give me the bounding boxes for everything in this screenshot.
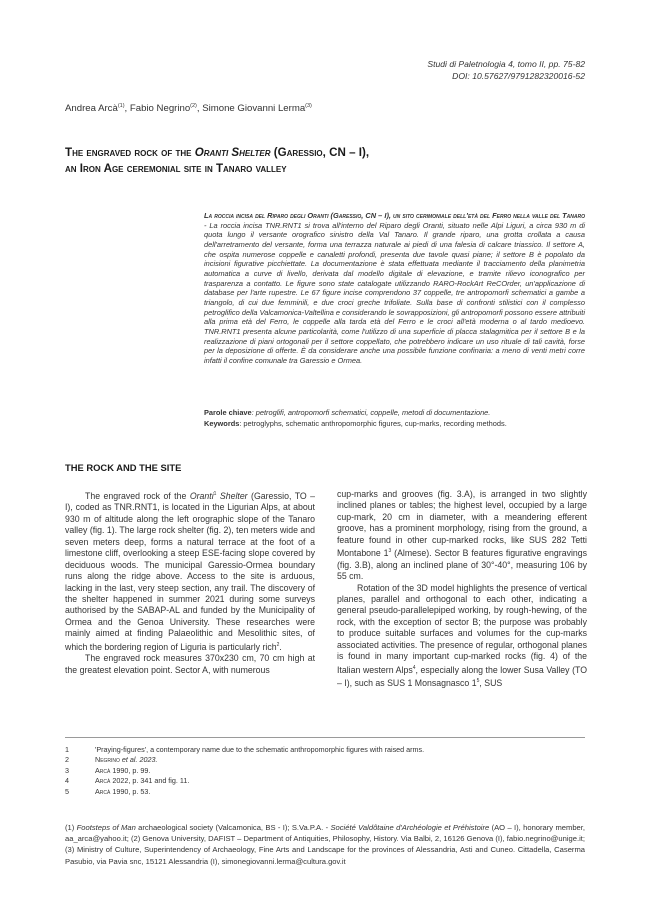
footnote-divider — [65, 737, 585, 738]
footnote-text: 2022, p. 341 and fig. 11. — [110, 776, 190, 786]
title-italic: Oranti Shelter — [194, 146, 271, 159]
title-text: The engraved rock of the — [65, 146, 195, 159]
body-column-right — [337, 489, 587, 689]
journal-reference — [427, 58, 585, 82]
affiliation-italic: Société Valdôtaine d'Archéologie et Préhistoire — [330, 823, 490, 832]
author-separator: , — [124, 103, 130, 115]
keywords-label: Parole chiave — [204, 408, 252, 417]
section-heading: THE ROCK AND THE SITE — [65, 462, 182, 473]
abstract — [204, 211, 585, 366]
footnote-text: 1990, p. 53. — [110, 786, 151, 796]
footnote-number: 1 — [65, 745, 69, 754]
paragraph: Rotation of the 3D model highlights the presence of vertical planes, parallel and orthogonal to each other, indicating a general pseudo-parallelepiped working, by rough-hewing, of the rock, with the exception of sector B; the purpose was probably to produce suitable surfaces and volumes for the cup-marks associated activities. The presence of regular, orthogonal planes is found in many important cup-marked rocks (fig. 4) of the Italian western Alps$^4$, especially along the lower Susa Valley (TO – I), such as SUS 1 Monsagnasco $1^5$, SUS — [337, 582, 588, 688]
keywords-text: : petroglifi, antropomorfi schematici, coppelle, metodi di documentazione. — [251, 408, 491, 417]
title-line-2: an Iron Age ceremonial site in Tanaro valley — [65, 162, 287, 175]
footnote — [65, 787, 150, 797]
body-column-left — [65, 489, 315, 676]
author-name: Andrea Arcà — [65, 103, 118, 115]
footnote-author: Arcà — [95, 765, 111, 775]
footnote-author: Arcà — [95, 786, 111, 796]
keywords-english — [204, 419, 585, 429]
paper-title — [65, 145, 585, 177]
abstract-title: La roccia incisa del Riparo degli Oranti (Garessio, CN – I), un sito cerimoniale dell'età del Ferro nella valle del Tanaro — [204, 211, 585, 220]
author-affiliation-mark: (2) — [190, 103, 197, 109]
footnote-ref[interactable]: 4 — [412, 664, 416, 671]
footnote-author: Negrino — [95, 755, 120, 765]
footnote-number: 5 — [65, 786, 69, 796]
footnote-text: 1990, p. 99. — [110, 765, 151, 775]
paragraph: cup-marks and grooves (fig. 3.A), is arranged in two slightly inclined planes or tables; the highest level, occupied by a large cup-mark, 20 cm in diameter, with a meandering efferent groove, has a prominent morphology, rising from the ground, a feature found in other cup-marked rocks, like SUS 282 Tetti Montabone $1^3$ (Almese). Sector B features figurative engravings (fig. 3.B), along an inclined plane of 30°-40°, measuring 106 by 55 cm. — [337, 489, 587, 582]
author-affiliation-mark: (3) — [305, 103, 312, 109]
footnote — [65, 745, 424, 755]
author-affiliation-mark: (1) — [117, 103, 125, 109]
keywords-label: Keywords — [204, 419, 240, 428]
affiliations: (1) Footsteps of Man archaeological society (Valcamonica, BS - I); S.Va.P.A. - Société Valdôtaine d'Archéologie et Préhistoire (AO – I), honorary member, aa_arca@yahoo.it; (2) Genova University, DAFIST – Department of Antiquities, Philosophy, History. Via Balbi, 2, 16126 Genova (I), fabio.negrino@unige.it; (3) Ministry of Culture, Superintendency of Archaeology, Fine Arts and Landscape for the provinces of Alessandria, Asti and Cuneo. Cittadella, Caserma Pasubio, via Pavia snc, 15121 Alessandria (I), simonegiovanni.lerma@cultura.gov.it — [65, 823, 585, 866]
keywords-italian — [204, 408, 585, 418]
footnote-text: et al. 2023. — [119, 755, 158, 765]
footnote-number: 2 — [65, 755, 69, 765]
doi: DOI: 10.57627/9791282320016-52 — [452, 71, 585, 81]
footnote-ref[interactable]: 1 — [213, 491, 217, 497]
keywords-text: : petroglyphs, schematic anthropomorphic figures, cup-marks, recording methods. — [239, 419, 507, 428]
footnote-ref[interactable]: 2 — [276, 641, 280, 648]
affiliation-italic: Footsteps of Man — [76, 823, 136, 832]
paragraph: The engraved rock of the Oranti$^1$ Shelter (Garessio, TO – I), coded as TNR.RNT1, is located in the Ligurian Alps, at about 930 m of altitude along the left orographic slope of the Tanaro valley (fig. 1). The large rock shelter (fig. 2), ten meters wide and seven meters deep, forms a natural terrace at the foot of a limestone cliff, overlooking a steep ESE-facing slope covered by deciduous woods. The municipal Garessio-Ormea boundary runs along the ridge above. Access to the site is arduous, lacking in the last, very steep section, any trail. The discovery of the shelter happened in summer 2021 during some surveys authorised by the SABAP-AL and funded by the Municipality of Ormea and the Genoa University. These researches were mainly aimed at finding Palaeolithic and Mesolithic sites, of which the bordering region of Liguria is particularly rich$^2$. — [65, 490, 316, 652]
footnote-text: 'Praying-figures', a contemporary name due to the schematic anthropomorphic figures with raised arms. — [95, 745, 425, 754]
journal-citation: Studi di Paletnologia 4, tomo II, pp. 75-82 — [427, 59, 585, 69]
footnote-ref[interactable]: 3 — [388, 548, 392, 555]
footnote — [65, 776, 189, 786]
footnote-ref[interactable]: 5 — [476, 678, 480, 685]
author-name: Fabio Negrino — [129, 103, 191, 115]
abstract-body: - La roccia incisa TNR.RNT1 si trova all'interno del Riparo degli Oranti, situato nelle Alpi Liguri, a circa 930 m di quota lungo il versante orografico sinistro della Val Tanaro. Il grande riparo, una grotta crollata a causa dell'arretramento del versante, forma una terrazza naturale ai piedi di una falesia di calcare triassico. Il settore A, che ospita numerose coppelle e canaletti profondi, presenta due tavole quasi piane; il settore B è popolato da incisioni figurative picchiettate. La documentazione è stata effettuata mediante il tracciamento della planimetria automatica a curve di livello, derivata dal modello digitale di elevazione, e tramite rilievo iconografico per trasparenza a contatto. Le figure sono state catalogate utilizzando RARO-RockArt ReCOrder, un'applicazione di database per l'arte rupestre. Le 67 figure incise comprendono 37 coppelle, tre antropomorfi schematici a gambe a triangolo, di cui due femminili, e due croci greche trifoliate. Sulla base di confronti stilistici con il complesso petroglifico della Valcamonica-Valtellina e considerando le sovrapposizioni, gli antropomorfi possono essere attribuiti alla prima età del Ferro, le coppelle alla tarda età del Ferro e le croci all'età moderna o al tardo medioevo. TNR.RNT1 presenta alcune particolarità, come l'utilizzo di una superficie di placca stalagmitica per il settore B e la realizzazione di piani ortogonali per il settore coppellato, che potrebbero indicare un uso rituale di tali cavità, forse per la deposizione di offerte. È da considerare anche una possibile funzione confinaria: a meno di venti metri corre infatti il confine comunale tra Garessio e Ormea. — [204, 220, 585, 365]
footnote-number: 4 — [65, 776, 69, 786]
title-text: (Garessio, CN – I), — [270, 146, 370, 159]
footnote-author: Arcà — [95, 776, 111, 786]
footnote-number: 3 — [65, 765, 69, 775]
footnote — [65, 755, 157, 765]
author-separator: , — [196, 103, 203, 115]
footnote — [65, 766, 150, 776]
author-name: Simone Giovanni Lerma — [202, 103, 306, 115]
paragraph: The engraved rock measures 370x230 cm, 70 cm high at the greatest elevation point. Sector A, with numerous — [65, 653, 315, 675]
author-list — [65, 103, 312, 114]
